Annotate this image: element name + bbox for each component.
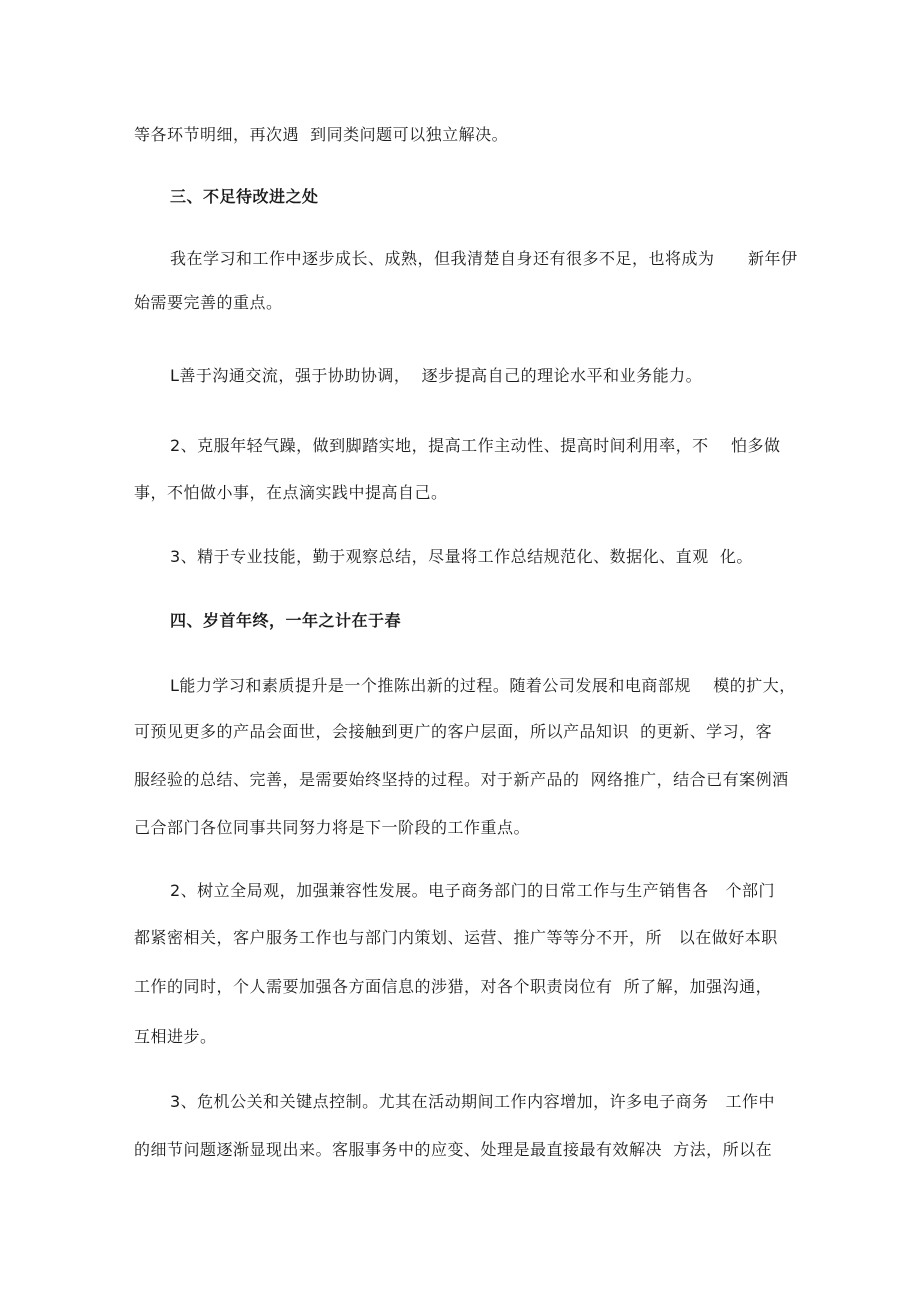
paragraph-line: 事，不怕做小事，在点滴实践中提高自己。 [134,483,448,502]
list-item: 3、精于专业技能，勤于观察总结，尽量将工作总结规范化、数据化、直观 化。 [170,547,753,566]
paragraph-line: 始需要完善的重点。 [134,293,283,312]
paragraph-line: 都紧密相关，客户服务工作也与部门内策划、运营、推广等等分不开，所 以在做好本职 [134,928,778,947]
paragraph-line: 的细节问题逐渐显现出来。客服事务中的应变、处理是最直接最有效解决 方法，所以在 [134,1140,773,1159]
paragraph-line: 可预见更多的产品会面世，会接触到更广的客户层面，所以产品知识 的更新、学习，客 [134,722,773,741]
list-item: 2、树立全局观，加强兼容性发展。电子商务部门的日常工作与生产销售各 个部门 [170,881,775,900]
paragraph-line: 己合部门各位同事共同努力将是下一阶段的工作重点。 [134,818,531,837]
list-item: 3、危机公关和关键点控制。尤其在活动期间工作内容增加，许多电子商务 工作中 [170,1092,775,1111]
list-item: 2、克服年轻气躁，做到脚踏实地，提高工作主动性、提高时间利用率，不 怕多做 [170,436,781,455]
list-item: L善于沟通交流，强于协助协调， 逐步提高自己的理论水平和业务能力。 [170,366,703,385]
paragraph-line: 互相进步。 [134,1027,217,1046]
section-heading: 三、不足待改进之处 [170,187,319,206]
paragraph-line: 工作的同时，个人需要加强各方面信息的涉猎，对各个职责岗位有 所了解，加强沟通， [134,977,773,996]
paragraph-line: 我在学习和工作中逐步成长、成熟，但我清楚自身还有很多不足，也将成为 新年伊 [170,249,798,268]
list-item: L能力学习和素质提升是一个推陈出新的过程。随着公司发展和电商部规 模的扩大， [170,676,796,695]
section-heading: 四、岁首年终，一年之计在于春 [170,611,402,630]
paragraph-line: 服经验的总结、完善，是需要始终坚持的过程。对于新产品的 网络推广，结合已有案例酒 [134,770,789,789]
paragraph-line: 等各环节明细，再次遇 到同类问题可以独立解决。 [134,125,509,144]
